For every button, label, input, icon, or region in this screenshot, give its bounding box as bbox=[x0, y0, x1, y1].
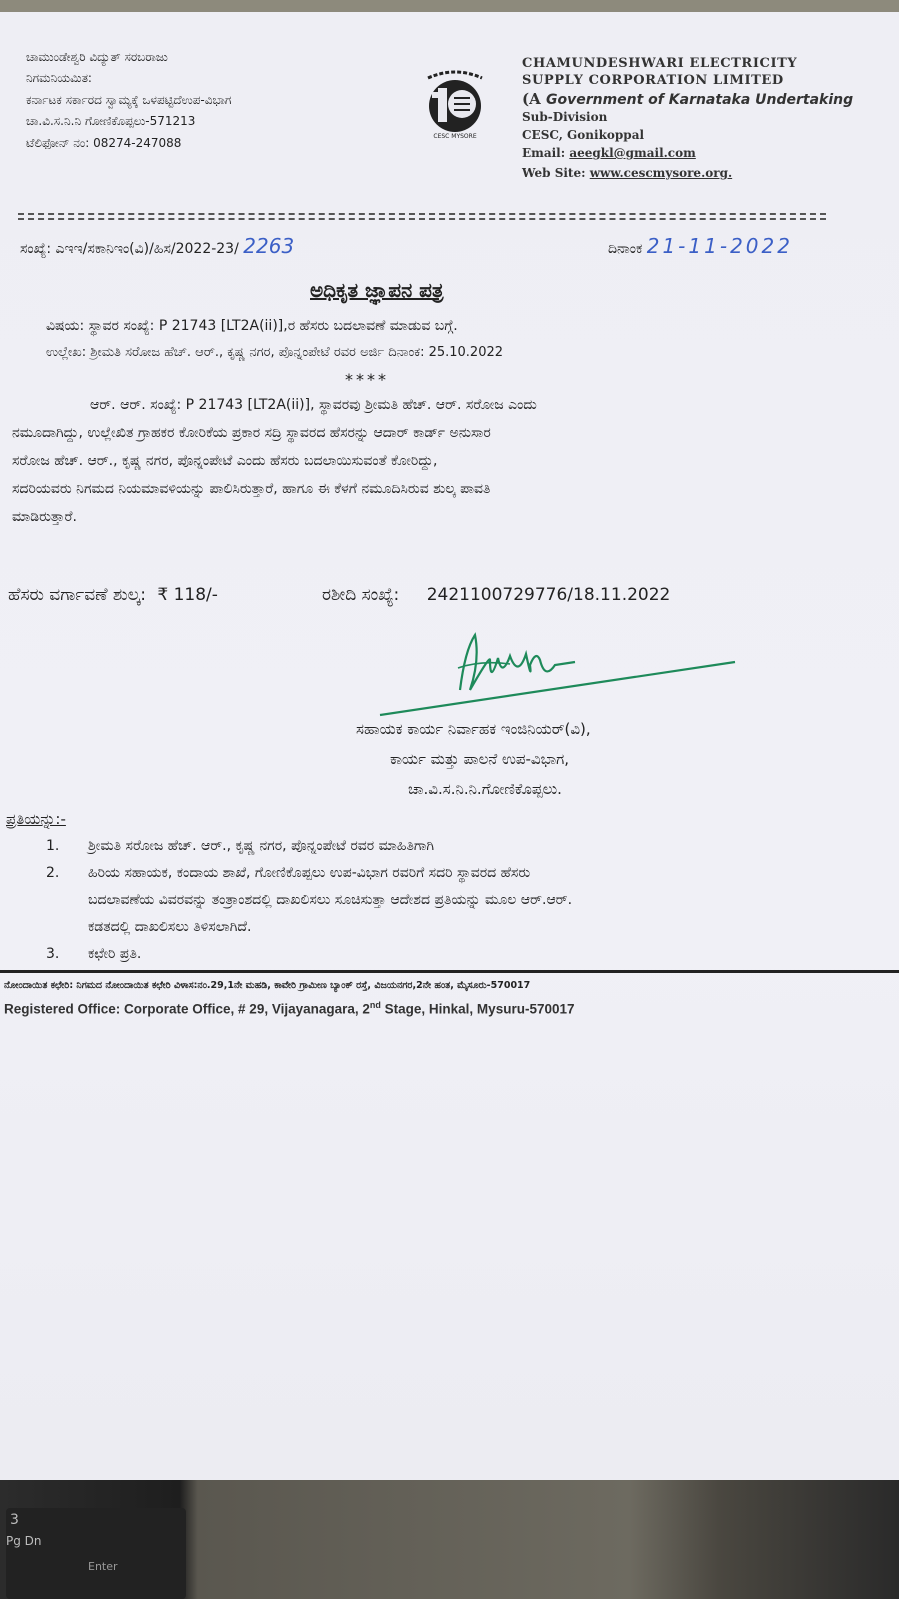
ref-date-label: ದಿನಾಂಕ bbox=[608, 241, 643, 257]
reference-line: ಉಲ್ಲೇಖ: ಶ್ರೀಮತಿ ಸರೋಜ ಹೆಚ್. ಆರ್., ಕೃಷ್ಣ ನಗರ, ಪೊನ್ನಂಪೇಟೆ ರವರ ಅರ್ಜಿ ದಿನಾಂಕ: 25.10.2022 bbox=[46, 345, 504, 360]
ref-date-handwritten: 21-11-2022 bbox=[646, 234, 793, 258]
keyboard-key-number: 3 bbox=[10, 1512, 19, 1528]
email-link[interactable]: aeegkl@gmail.com bbox=[569, 146, 696, 160]
ref-number-handwritten: 2263 bbox=[243, 234, 295, 258]
header-left-line-3: ಕರ್ನಾಟಕ ಸರ್ಕಾರದ ಸ್ವಾಮ್ಯಕ್ಕೆ ಒಳಪಟ್ಟಿದೆಉಪ-ವಿಭಾಗ bbox=[26, 93, 232, 107]
keyboard-key-enter-label: Enter bbox=[88, 1560, 118, 1573]
ref-number-line bbox=[20, 234, 294, 258]
fee-label: ಹೆಸರು ವರ್ಗಾವಣೆ ಶುಲ್ಕ: bbox=[8, 585, 146, 605]
header-right-line-5: CESC, Gonikoppal bbox=[522, 128, 645, 142]
document-page bbox=[0, 12, 899, 1482]
body-line-2: ನಮೂದಾಗಿದ್ದು, ಉಲ್ಲೇಖಿತ ಗ್ರಾಹಕರ ಕೋರಿಕೆಯ ಪ್ರಕಾರ ಸದ್ರಿ ಸ್ಥಾವರದ ಹೆಸರನ್ನು ಆದಾರ್ ಕಾರ್ಡ್ ಅನುಸಾರ bbox=[12, 425, 491, 441]
copy-item-2-line-2: ಬದಲಾವಣೆಯ ವಿವರವನ್ನು ತಂತ್ರಾಂಶದಲ್ಲಿ ದಾಖಲಿಸಲು ಸೂಚಿಸುತ್ತಾ ಆದೇಶದ ಪ್ರತಿಯನ್ನು ಮೂಲ ಆರ್.ಆರ್. bbox=[88, 892, 573, 908]
signatory-line-2: ಕಾರ್ಯ ಮತ್ತು ಪಾಲನೆ ಉಪ-ವಿಭಾಗ, bbox=[390, 750, 570, 768]
copy-item-1-num: 1. bbox=[46, 838, 60, 854]
header-right-line-3 bbox=[522, 90, 853, 108]
ref-number-label: ಸಂಖ್ಯೆ: ಎಇಇ/ಸಕಾನಿಇಂ(ವಿ)/ಹಿಸ/2022-23/ bbox=[20, 241, 239, 257]
keyboard-key-pgdn-label: Pg Dn bbox=[6, 1534, 42, 1548]
signature-image bbox=[340, 620, 740, 720]
subject-line: ವಿಷಯ: ಸ್ಥಾವರ ಸಂಖ್ಯೆ: P 21743 [LT2A(ii)],ರ ಹೆಸರು ಬದಲಾವಣೆ ಮಾಡುವ ಬಗ್ಗೆ. bbox=[46, 318, 458, 334]
copy-item-2-line-3: ಕಡತದಲ್ಲಿ ದಾಖಲಿಸಲು ತಿಳಿಸಲಾಗಿದೆ. bbox=[88, 919, 252, 935]
header-right-line-4: Sub-Division bbox=[522, 110, 608, 124]
footer-english bbox=[4, 1000, 575, 1017]
separator-stars: **** bbox=[345, 370, 389, 389]
web-label: Web Site: bbox=[522, 166, 590, 180]
receipt-label: ರಶೀದಿ ಸಂಖ್ಯೆ: bbox=[322, 585, 400, 605]
header-divider bbox=[18, 213, 826, 215]
document-title: ಅಧಿಕೃತ ಜ್ಞಾಪನ ಪತ್ರ bbox=[310, 278, 444, 302]
footer-divider bbox=[0, 970, 899, 973]
footer-english-b: Stage, Hinkal, Mysuru-570017 bbox=[380, 1001, 575, 1017]
header-divider-2 bbox=[18, 218, 826, 220]
header-left-line-4: ಚಾ.ವಿ.ಸ.ನಿ.ನಿ ಗೋಣಿಕೊಪ್ಪಲು-571213 bbox=[26, 114, 196, 128]
signatory-line-1: ಸಹಾಯಕ ಕಾರ್ಯ ನಿರ್ವಾಹಕ ಇಂಜಿನಿಯರ್(ವಿ), bbox=[356, 720, 591, 738]
logo-text: CESC MYSORE bbox=[433, 133, 477, 140]
header-right-line-3-italic: Government of Karnataka Undertaking bbox=[545, 92, 854, 108]
header-right-line-2: SUPPLY CORPORATION LIMITED bbox=[522, 73, 784, 88]
copy-item-2-num: 2. bbox=[46, 865, 60, 881]
fee-line bbox=[8, 585, 218, 605]
fee-amount: ₹ 118/- bbox=[157, 585, 218, 605]
footer-english-sup: nd bbox=[369, 1000, 381, 1010]
copies-label: ಪ್ರತಿಯನ್ನು:- bbox=[6, 810, 66, 828]
body-line-5: ಮಾಡಿರುತ್ತಾರೆ. bbox=[12, 509, 77, 525]
header-right-web bbox=[522, 166, 732, 180]
copy-item-3-line-1: ಕಛೇರಿ ಪ್ರತಿ. bbox=[88, 946, 142, 962]
footer-kannada: ನೋಂದಾಯಿತ ಕಛೇರಿ: ನಿಗಮದ ನೋಂದಾಯಿತ ಕಛೇರಿ ವಿಳಾಸ:ನಂ.29,1ನೇ ಮಹಡಿ, ಕಾವೇರಿ ಗ್ರಾಮೀಣ ಬ್ಯಾಂಕ್ ರಸ್ತೆ, ವಿಜಯನಗರ,2ನೇ ಹಂತ, ಮೈಸೂರು-570017 bbox=[4, 980, 531, 991]
signatory-line-3: ಚಾ.ವಿ.ಸ.ನಿ.ನಿ.ಗೋಣಿಕೊಪ್ಪಲು. bbox=[408, 780, 562, 798]
receipt-line bbox=[322, 585, 670, 605]
body-line-4: ಸದರಿಯವರು ನಿಗಮದ ನಿಯಮಾವಳಿಯನ್ನು ಪಾಲಿಸಿರುತ್ತಾರೆ, ಹಾಗೂ ಈ ಕೆಳಗೆ ನಮೂದಿಸಿರುವ ಶುಲ್ಕ ಪಾವತಿ bbox=[12, 481, 491, 497]
body-line-1: ಆರ್. ಆರ್. ಸಂಖ್ಯೆ: P 21743 [LT2A(ii)], ಸ್ಥಾವರವು ಶ್ರೀಮತಿ ಹೆಚ್. ಆರ್. ಸರೋಜ ಎಂದು bbox=[90, 397, 537, 413]
footer-english-a: Registered Office: Corporate Office, # 29, Vijayanagara, 2 bbox=[4, 1001, 370, 1017]
cesc-logo-icon bbox=[418, 70, 492, 140]
email-label: Email: bbox=[522, 146, 570, 160]
receipt-number: 2421100729776/18.11.2022 bbox=[426, 585, 671, 605]
copy-item-2-line-1: ಹಿರಿಯ ಸಹಾಯಕ, ಕಂದಾಯ ಶಾಖೆ, ಗೋಣಿಕೊಪ್ಪಲು ಉಪ-ವಿಭಾಗ ರವರಿಗೆ ಸದರಿ ಸ್ಥಾವರದ ಹೆಸರು bbox=[88, 865, 531, 881]
keyboard-key-pgdn bbox=[6, 1508, 186, 1599]
web-link[interactable]: www.cescmysore.org. bbox=[589, 166, 733, 180]
header-right-line-1: CHAMUNDESHWARI ELECTRICITY bbox=[522, 56, 798, 71]
header-left-line-1: ಚಾಮುಂಡೇಶ್ವರಿ ವಿದ್ಯುತ್ ಸರಬರಾಜು bbox=[26, 50, 168, 64]
header-right-line-3-prefix: (A bbox=[522, 90, 546, 108]
copy-item-1-line-1: ಶ್ರೀಮತಿ ಸರೋಜ ಹೆಚ್. ಆರ್., ಕೃಷ್ಣ ನಗರ, ಪೊನ್ನಂಪೇಟೆ ರವರ ಮಾಹಿತಿಗಾಗಿ bbox=[88, 838, 435, 854]
header-left-line-5: ಟೆಲಿಫೋನ್ ನಂ: 08274-247088 bbox=[26, 136, 182, 150]
header-left-line-2: ನಿಗಮನಿಯಮಿತ: bbox=[26, 71, 92, 85]
copy-item-3-num: 3. bbox=[46, 946, 60, 962]
body-line-3: ಸರೋಜ ಹೆಚ್. ಆರ್., ಕೃಷ್ಣ ನಗರ, ಪೊನ್ನಂಪೇಟೆ ಎಂದು ಹೆಸರು ಬದಲಾಯಿಸುವಂತೆ ಕೋರಿದ್ದು, bbox=[12, 453, 438, 469]
header-right-email bbox=[522, 146, 696, 160]
ref-date-line bbox=[608, 234, 793, 258]
